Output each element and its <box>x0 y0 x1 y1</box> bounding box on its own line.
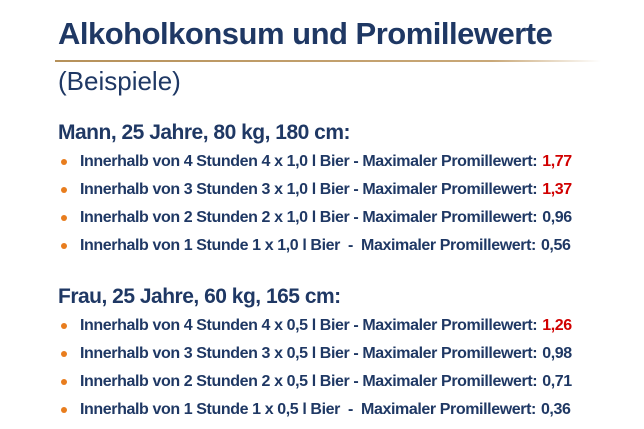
list-item-text: Innerhalb von 4 Stunden 4 x 0,5 l Bier - Maximaler Promillewert: <box>80 317 538 334</box>
list-item-text: Innerhalb von 2 Stunden 2 x 1,0 l Bier - Maximaler Promillewert: <box>80 209 538 226</box>
promille-value: 0,96 <box>542 209 572 226</box>
promille-value: 0,71 <box>542 373 572 390</box>
list-item <box>58 312 614 340</box>
page-subtitle: (Beispiele) <box>58 66 181 96</box>
section-frau <box>58 282 614 424</box>
promille-value: 0,98 <box>542 345 572 362</box>
promille-value: 1,37 <box>542 181 572 198</box>
bullet-icon <box>61 379 67 385</box>
title-underline <box>55 60 601 62</box>
section-heading-frau: Frau, 25 Jahre, 60 kg, 165 cm: <box>58 285 341 308</box>
list-item <box>58 176 614 204</box>
promille-value: 1,77 <box>542 153 572 170</box>
bullet-icon <box>61 323 67 329</box>
promille-value: 0,36 <box>540 401 571 418</box>
list-item <box>58 232 614 260</box>
bullet-icon <box>61 159 67 165</box>
bullet-icon <box>61 407 67 413</box>
promille-value: 0,56 <box>540 237 571 254</box>
page-title: Alkoholkonsum und Promillewerte <box>58 16 553 51</box>
list-item-text: Innerhalb von 3 Stunden 3 x 0,5 l Bier - Maximaler Promillewert: <box>80 345 538 362</box>
list-item <box>58 396 614 424</box>
list-item-text: Innerhalb von 3 Stunden 3 x 1,0 l Bier - Maximaler Promillewert: <box>80 181 538 198</box>
bullet-icon <box>61 243 67 249</box>
bullet-icon <box>61 215 67 221</box>
bullet-icon <box>61 351 67 357</box>
list-item-text: Innerhalb von 2 Stunden 2 x 0,5 l Bier - Maximaler Promillewert: <box>80 373 538 390</box>
list-item-text: Innerhalb von 1 Stunde 1 x 0,5 l Bier - Maximaler Promillewert: <box>80 401 536 418</box>
section-mann <box>58 118 614 260</box>
list-item <box>58 340 614 368</box>
bullet-icon <box>61 187 67 193</box>
list-item <box>58 368 614 396</box>
section-heading-mann: Mann, 25 Jahre, 80 kg, 180 cm: <box>58 121 350 144</box>
list-item-text: Innerhalb von 4 Stunden 4 x 1,0 l Bier - Maximaler Promillewert: <box>80 153 538 170</box>
list-item-text: Innerhalb von 1 Stunde 1 x 1,0 l Bier - Maximaler Promillewert: <box>80 237 536 254</box>
list-item <box>58 204 614 232</box>
list-item <box>58 148 614 176</box>
promille-value: 1,26 <box>542 317 572 334</box>
